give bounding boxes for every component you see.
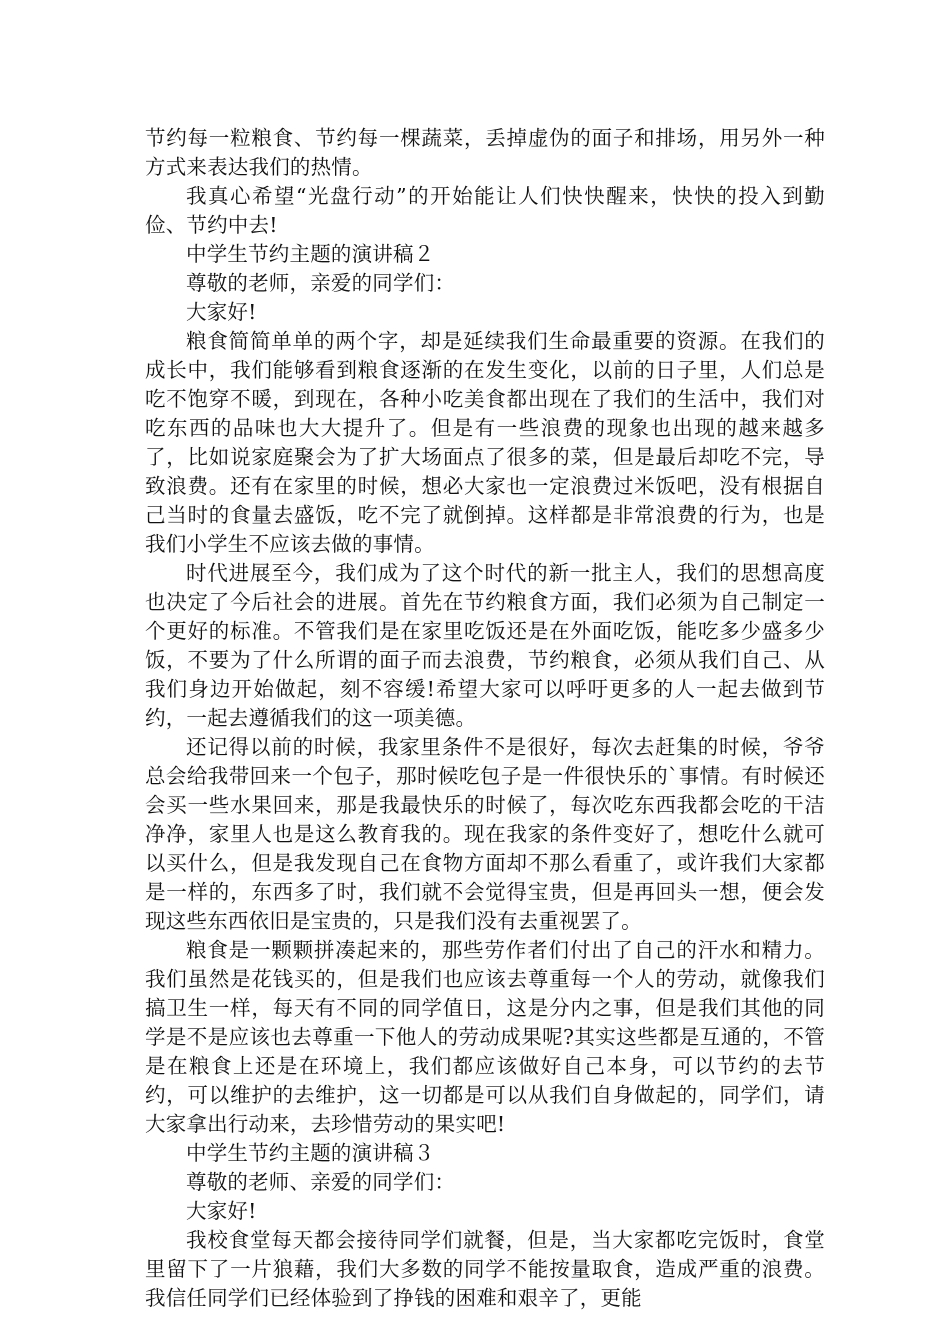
paragraph: 粮食是一颗颗拼凑起来的，那些劳作者们付出了自己的汗水和精力。我们虽然是花钱买的，但是我们也应该去尊重每一个人的劳动，就像我们搞卫生一样，每天有不同的同学值日，这是分内之事，但是我们其他的同学是不是应该也去尊重一下他人的劳动成果呢?其实这些都是互通的，不管是在粮食上还是在环境上，我们都应该做好自己本身，可以节约的去节约，可以维护的去维护，这一切都是可以从我们自身做起的，同学们，请大家拿出行动来，去珍惜劳动的果实吧!: [145, 938, 825, 1136]
paragraph-continuation: 节约每一粒粮食、节约每一棵蔬菜，丢掉虚伪的面子和排场，用另外一种方式来表达我们的热情。: [145, 126, 825, 179]
section-heading: 中学生节约主题的演讲稿２: [186, 242, 435, 266]
paragraph: 还记得以前的时候，我家里条件不是很好，每次去赶集的时候，爷爷总会给我带回来一个包子，那时候吃包子是一件很快乐的`事情。有时候还会买一些水果回来，那是我最快乐的时候了，每次吃东西我都会吃的干洁净净，家里人也是这么教育我的。现在我家的条件变好了，想吃什么就可以买什么，但是我发现自己在食物方面却不那么看重了，或许我们大家都是一样的，东西多了时，我们就不会觉得宝贵，但是再回头一想，便会发现这些东西依旧是宝贵的，只是我们没有去重视罢了。: [145, 735, 825, 933]
paragraph: 时代进展至今，我们成为了这个时代的新一批主人，我们的思想高度也决定了今后社会的进展。首先在节约粮食方面，我们必须为自己制定一个更好的标准。不管我们是在家里吃饭还是在外面吃饭，能吃多少盛多少饭，不要为了什么所谓的面子而去浪费，节约粮食，必须从我们自己、从我们身边开始做起，刻不容缓!希望大家可以呼吁更多的人一起去做到节约，一起去遵循我们的这一项美德。: [145, 561, 825, 730]
paragraph: 粮食简简单单的两个字，却是延续我们生命最重要的资源。在我们的成长中，我们能够看到粮食逐渐的在发生变化，以前的日子里，人们总是吃不饱穿不暖，到现在，各种小吃美食都出现在了我们的生活中，我们对吃东西的品味也大大提升了。但是有一些浪费的现象也出现的越来越多了，比如说家庭聚会为了扩大场面点了很多的菜，但是最后却吃不完，导致浪费。还有在家里的时候，想必大家也一定浪费过米饭吧，没有根据自己当时的食量去盛饭，吃不完了就倒掉。这样都是非常浪费的行为，也是我们小学生不应该去做的事情。: [145, 329, 825, 556]
paragraph: 我校食堂每天都会接待同学们就餐，但是，当大家都吃完饭时，食堂里留下了一片狼藉，我们大多数的同学不能按量取食，造成严重的浪费。我信任同学们已经体验到了挣钱的困难和艰辛了，更能: [145, 1228, 825, 1310]
salutation: 尊敬的老师、亲爱的同学们：: [186, 1170, 456, 1194]
salutation: 尊敬的老师，亲爱的同学们：: [186, 271, 456, 295]
document-body: [145, 124, 825, 1313]
greeting: 大家好!: [186, 300, 257, 324]
section-heading: 中学生节约主题的演讲稿３: [186, 1141, 435, 1165]
paragraph: 我真心希望“光盘行动”的开始能让人们快快醒来，快快的投入到勤俭、节约中去!: [145, 184, 825, 237]
greeting: 大家好!: [186, 1199, 257, 1223]
